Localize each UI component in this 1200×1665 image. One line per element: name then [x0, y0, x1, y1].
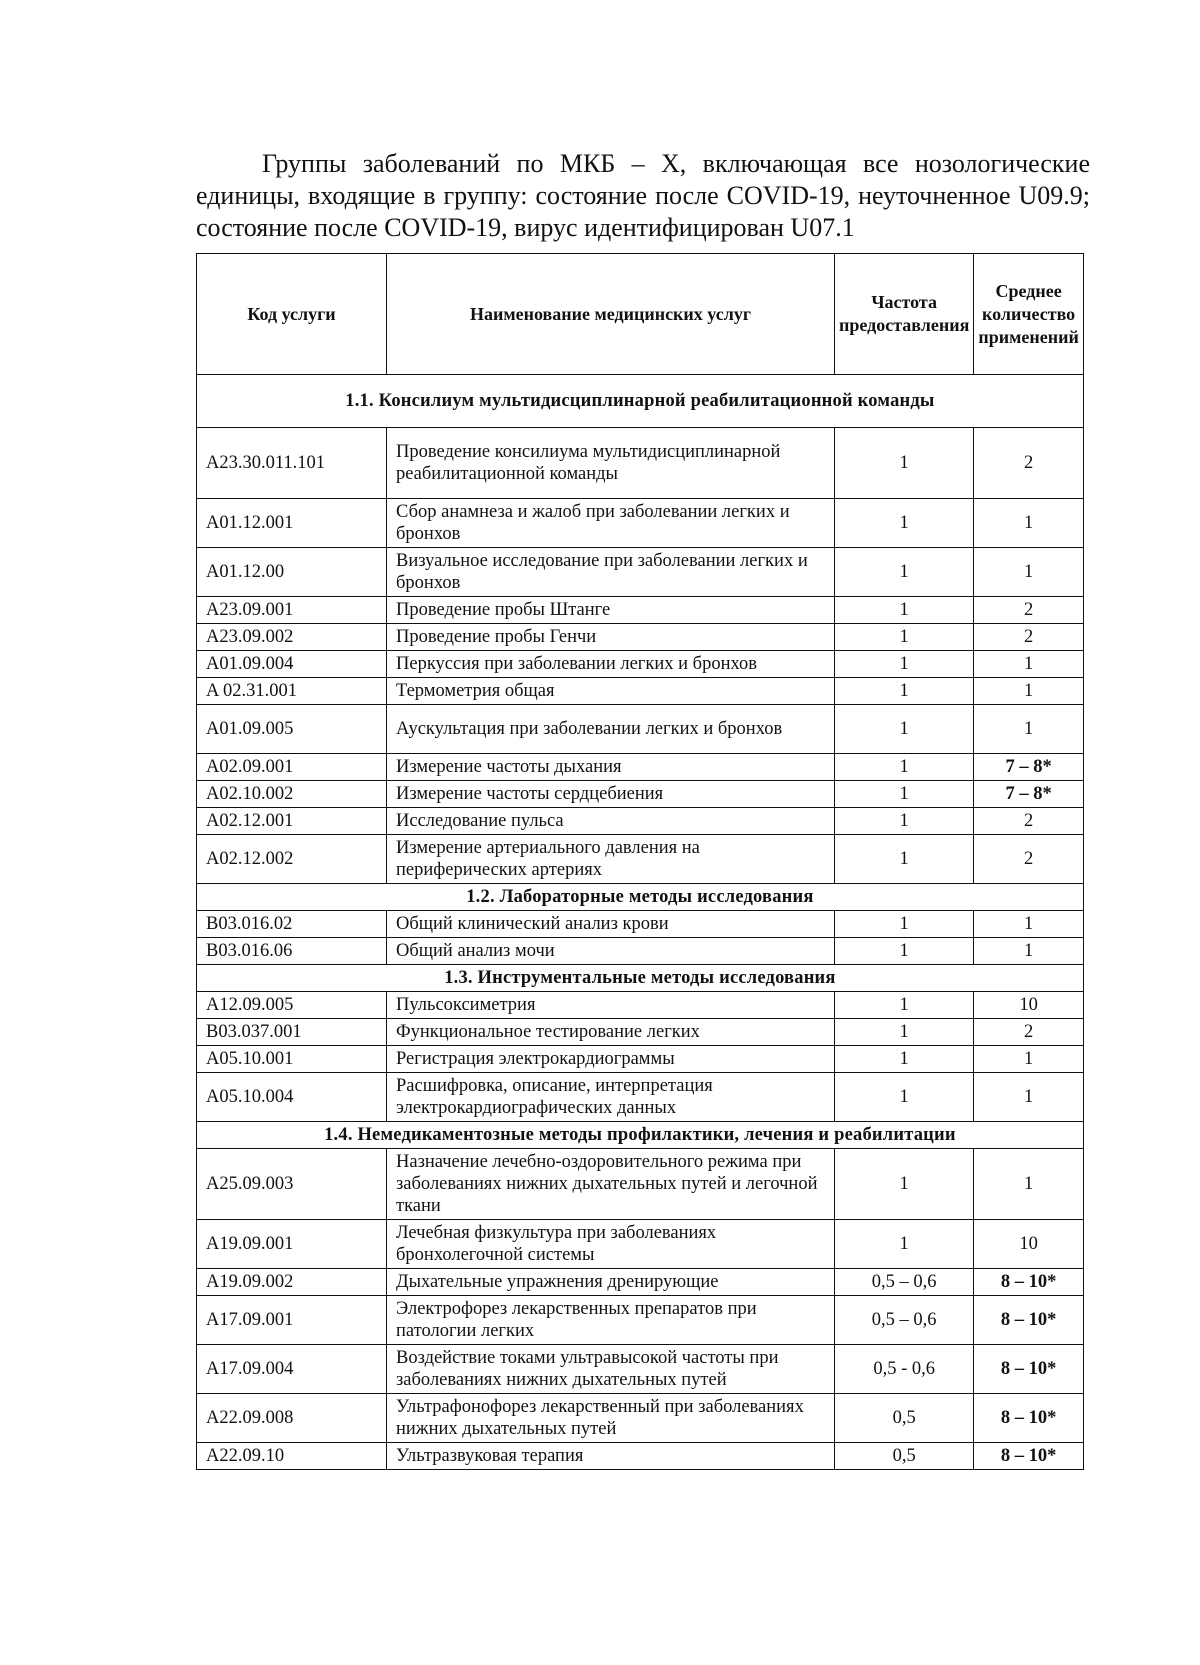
- average-count-cell: 10: [974, 992, 1084, 1019]
- average-count-cell: 1: [974, 548, 1084, 597]
- table-row: [197, 597, 1084, 624]
- average-count-cell: 8 – 10*: [974, 1269, 1084, 1296]
- frequency-cell: 1: [835, 1046, 974, 1073]
- service-name-cell: Ультразвуковая терапия: [387, 1443, 835, 1470]
- table-row: [197, 624, 1084, 651]
- header-code: Код услуги: [197, 254, 387, 375]
- frequency-cell: 1: [835, 835, 974, 884]
- frequency-cell: 1: [835, 911, 974, 938]
- section-row: [197, 1122, 1084, 1149]
- service-code-cell: A12.09.005: [197, 992, 387, 1019]
- table-row: [197, 992, 1084, 1019]
- average-count-cell: 1: [974, 911, 1084, 938]
- service-name-cell: Назначение лечебно-оздоровительного режима при заболеваниях нижних дыхательных путей и легочной ткани: [387, 1149, 835, 1220]
- service-name-cell: Регистрация электрокардиограммы: [387, 1046, 835, 1073]
- service-code-cell: A23.30.011.101: [197, 428, 387, 499]
- service-name-cell: Расшифровка, описание, интерпретация электрокардиографических данных: [387, 1073, 835, 1122]
- service-code-cell: A23.09.001: [197, 597, 387, 624]
- service-name-cell: Измерение частоты сердцебиения: [387, 781, 835, 808]
- table-row: [197, 1149, 1084, 1220]
- service-code-cell: B03.037.001: [197, 1019, 387, 1046]
- table-row: [197, 499, 1084, 548]
- frequency-cell: 0,5 – 0,6: [835, 1296, 974, 1345]
- table-row: [197, 1046, 1084, 1073]
- service-name-cell: Сбор анамнеза и жалоб при заболевании легких и бронхов: [387, 499, 835, 548]
- average-count-cell: 1: [974, 1046, 1084, 1073]
- average-count-cell: 8 – 10*: [974, 1394, 1084, 1443]
- table-row: [197, 1394, 1084, 1443]
- average-count-cell: 2: [974, 624, 1084, 651]
- intro-paragraph: Группы заболеваний по МКБ – X, включающая все нозологические единицы, входящие в группу: состояние после COVID-19, неуточненное U09.9; состояние после COVID-19, вирус идентифицирован U07.1: [196, 149, 1090, 242]
- average-count-cell: 8 – 10*: [974, 1443, 1084, 1470]
- service-name-cell: Электрофорез лекарственных препаратов при патологии легких: [387, 1296, 835, 1345]
- frequency-cell: 1: [835, 499, 974, 548]
- frequency-cell: 0,5: [835, 1443, 974, 1470]
- service-name-cell: Проведение консилиума мультидисциплинарной реабилитационной команды: [387, 428, 835, 499]
- service-name-cell: Проведение пробы Генчи: [387, 624, 835, 651]
- service-code-cell: A23.09.002: [197, 624, 387, 651]
- service-code-cell: A22.09.008: [197, 1394, 387, 1443]
- service-name-cell: Ультрафонофорез лекарственный при заболеваниях нижних дыхательных путей: [387, 1394, 835, 1443]
- frequency-cell: 1: [835, 1019, 974, 1046]
- average-count-cell: 2: [974, 428, 1084, 499]
- service-name-cell: Измерение артериального давления на периферических артериях: [387, 835, 835, 884]
- service-name-cell: Функциональное тестирование легких: [387, 1019, 835, 1046]
- header-frequency: Частота предоставления: [835, 254, 974, 375]
- service-code-cell: A01.09.004: [197, 651, 387, 678]
- service-code-cell: A02.10.002: [197, 781, 387, 808]
- table-row: [197, 1220, 1084, 1269]
- service-code-cell: A02.12.001: [197, 808, 387, 835]
- frequency-cell: 0,5: [835, 1394, 974, 1443]
- service-code-cell: A01.09.005: [197, 705, 387, 754]
- service-name-cell: Перкуссия при заболевании легких и бронхов: [387, 651, 835, 678]
- service-name-cell: Воздействие токами ультравысокой частоты при заболеваниях нижних дыхательных путей: [387, 1345, 835, 1394]
- service-code-cell: B03.016.02: [197, 911, 387, 938]
- table-row: [197, 651, 1084, 678]
- service-code-cell: A17.09.001: [197, 1296, 387, 1345]
- service-name-cell: Проведение пробы Штанге: [387, 597, 835, 624]
- table-row: [197, 1296, 1084, 1345]
- header-average-count: Среднее количество применений: [974, 254, 1084, 375]
- frequency-cell: 1: [835, 1149, 974, 1220]
- frequency-cell: 0,5 - 0,6: [835, 1345, 974, 1394]
- frequency-cell: 1: [835, 808, 974, 835]
- service-code-cell: A19.09.002: [197, 1269, 387, 1296]
- frequency-cell: 1: [835, 781, 974, 808]
- frequency-cell: 1: [835, 705, 974, 754]
- section-title: 1.2. Лабораторные методы исследования: [197, 884, 1084, 911]
- service-name-cell: Визуальное исследование при заболевании легких и бронхов: [387, 548, 835, 597]
- service-code-cell: A02.12.002: [197, 835, 387, 884]
- service-name-cell: Пульсоксиметрия: [387, 992, 835, 1019]
- table-row: [197, 808, 1084, 835]
- frequency-cell: 1: [835, 597, 974, 624]
- average-count-cell: 2: [974, 1019, 1084, 1046]
- services-table: [196, 253, 1084, 1470]
- section-row: [197, 884, 1084, 911]
- header-row: [197, 254, 1084, 375]
- average-count-cell: 1: [974, 678, 1084, 705]
- average-count-cell: 1: [974, 651, 1084, 678]
- service-code-cell: A01.12.00: [197, 548, 387, 597]
- average-count-cell: 1: [974, 499, 1084, 548]
- section-title: 1.4. Немедикаментозные методы профилактики, лечения и реабилитации: [197, 1122, 1084, 1149]
- service-name-cell: Измерение частоты дыхания: [387, 754, 835, 781]
- average-count-cell: 1: [974, 705, 1084, 754]
- frequency-cell: 1: [835, 1220, 974, 1269]
- average-count-cell: 8 – 10*: [974, 1345, 1084, 1394]
- average-count-cell: 1: [974, 1149, 1084, 1220]
- average-count-cell: 1: [974, 938, 1084, 965]
- frequency-cell: 0,5 – 0,6: [835, 1269, 974, 1296]
- frequency-cell: 1: [835, 548, 974, 597]
- section-title: 1.1. Консилиум мультидисциплинарной реабилитационной команды: [197, 375, 1084, 428]
- average-count-cell: 2: [974, 808, 1084, 835]
- table-row: [197, 1073, 1084, 1122]
- table-row: [197, 428, 1084, 499]
- section-row: [197, 965, 1084, 992]
- average-count-cell: 2: [974, 597, 1084, 624]
- table-row: [197, 1443, 1084, 1470]
- average-count-cell: 7 – 8*: [974, 781, 1084, 808]
- service-code-cell: A01.12.001: [197, 499, 387, 548]
- section-title: 1.3. Инструментальные методы исследования: [197, 965, 1084, 992]
- table-row: [197, 1019, 1084, 1046]
- average-count-cell: 7 – 8*: [974, 754, 1084, 781]
- table-row: [197, 548, 1084, 597]
- service-name-cell: Дыхательные упражнения дренирующие: [387, 1269, 835, 1296]
- service-name-cell: Лечебная физкультура при заболеваниях бронхолегочной системы: [387, 1220, 835, 1269]
- service-code-cell: A05.10.004: [197, 1073, 387, 1122]
- average-count-cell: 10: [974, 1220, 1084, 1269]
- service-code-cell: A22.09.10: [197, 1443, 387, 1470]
- header-name: Наименование медицинских услуг: [387, 254, 835, 375]
- frequency-cell: 1: [835, 651, 974, 678]
- service-code-cell: A 02.31.001: [197, 678, 387, 705]
- service-name-cell: Общий анализ мочи: [387, 938, 835, 965]
- average-count-cell: 2: [974, 835, 1084, 884]
- table-row: [197, 911, 1084, 938]
- table-row: [197, 754, 1084, 781]
- frequency-cell: 1: [835, 1073, 974, 1122]
- table-body: [197, 375, 1084, 1470]
- average-count-cell: 1: [974, 1073, 1084, 1122]
- table-row: [197, 835, 1084, 884]
- service-code-cell: A02.09.001: [197, 754, 387, 781]
- average-count-cell: 8 – 10*: [974, 1296, 1084, 1345]
- service-name-cell: Термометрия общая: [387, 678, 835, 705]
- service-code-cell: A17.09.004: [197, 1345, 387, 1394]
- service-name-cell: Аускультация при заболевании легких и бронхов: [387, 705, 835, 754]
- service-name-cell: Исследование пульса: [387, 808, 835, 835]
- frequency-cell: 1: [835, 428, 974, 499]
- table-row: [197, 678, 1084, 705]
- frequency-cell: 1: [835, 624, 974, 651]
- service-code-cell: A25.09.003: [197, 1149, 387, 1220]
- table-row: [197, 705, 1084, 754]
- service-code-cell: A19.09.001: [197, 1220, 387, 1269]
- table-row: [197, 1345, 1084, 1394]
- table-row: [197, 938, 1084, 965]
- table-row: [197, 1269, 1084, 1296]
- service-code-cell: A05.10.001: [197, 1046, 387, 1073]
- section-row: [197, 375, 1084, 428]
- frequency-cell: 1: [835, 678, 974, 705]
- frequency-cell: 1: [835, 938, 974, 965]
- frequency-cell: 1: [835, 992, 974, 1019]
- frequency-cell: 1: [835, 754, 974, 781]
- service-code-cell: B03.016.06: [197, 938, 387, 965]
- service-name-cell: Общий клинический анализ крови: [387, 911, 835, 938]
- table-row: [197, 781, 1084, 808]
- services-table-container: [196, 253, 1084, 1470]
